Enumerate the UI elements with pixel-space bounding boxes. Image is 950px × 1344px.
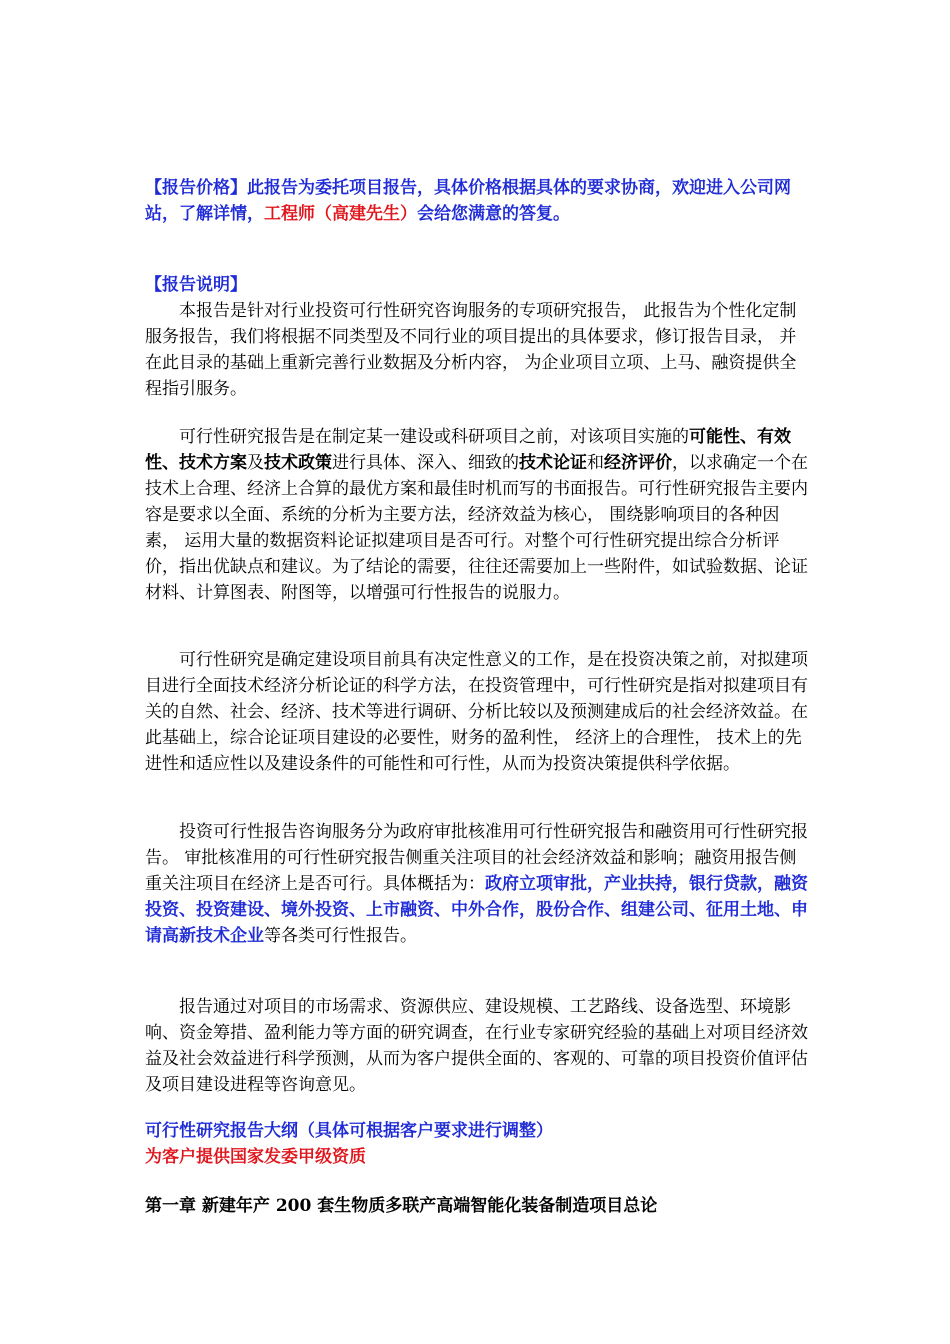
p2-text-2: 及 [247,453,264,473]
p4-service-list: 政府立项审批，产业扶持，银行贷款，融资投资、投资建设、境外投资、上市融资、中外合作，股份合作、组建公司、征用土地、申请高新技术企业 [145,874,808,946]
price-text: 此报告为委托项目报告，具体价格根据具体的要求协商，欢迎进入公司网站，了解详情， [145,178,791,224]
p4-text-1: 投资可行性报告咨询服务分为政府审批核准用可行性研究报告和融资用可行性研究报告。 审批核准用的可行性研究报告侧重关注项目的社会经济效益和影响；融资用报告侧重关注项目在经济上是否可行。具体概括为： [145,822,808,894]
explain-label: 【报告说明】 [145,275,247,295]
price-section [145,175,810,227]
p2-text-4: 和 [587,453,604,473]
price-label: 【报告价格】 [145,178,247,198]
chapter-1-title: 第一章 新建年产 200 套生物质多联产高端智能化装备制造项目总论 [145,1196,658,1216]
paragraph-1-text: 本报告是针对行业投资可行性研究咨询服务的专项研究报告， 此报告为个性化定制服务报告，我们将根据不同类型及不同行业的项目提出的具体要求，修订报告目录， 并在此目录的基础上重新完善行业数据及分析内容， 为企业项目立项、上马、融资提供全程指引服务。 [145,301,797,399]
p2-bold-4: 经济评价 [604,453,672,473]
explain-paragraph-3 [145,647,810,777]
paragraph-5-text: 报告通过对项目的市场需求、资源供应、建设规模、工艺路线、设备选型、环境影响、资金筹措、盈利能力等方面的研究调查，在行业专家研究经验的基础上对项目经济效益及社会效益进行科学预测，从而为客户提供全面的、客观的、可靠的项目投资价值评估及项目建设进程等咨询意见。 [145,997,808,1095]
outline-title: 可行性研究报告大纲（具体可根据客户要求进行调整） [145,1121,553,1141]
explain-paragraph-1 [145,298,810,402]
price-text-end: 会给您满意的答复。 [417,204,570,224]
p2-text-3: 进行具体、深入、细致的 [332,453,519,473]
p2-text-1: 可行性研究报告是在制定某一建设或科研项目之前，对该项目实施的 [179,427,689,447]
explain-paragraph-2 [145,424,810,606]
p2-bold-2: 技术政策 [264,453,332,473]
explain-paragraph-4 [145,819,810,949]
p2-bold-1: 可能性、有效性、技术方案 [145,427,791,473]
qualification-note: 为客户提供国家发委甲级资质 [145,1147,366,1167]
p2-bold-3: 技术论证 [519,453,587,473]
explain-paragraph-5 [145,994,810,1098]
paragraph-3-text: 可行性研究是确定建设项目前具有决定性意义的工作，是在投资决策之前，对拟建项目进行全面技术经济分析论证的科学方法，在投资管理中，可行性研究是指对拟建项目有关的自然、社会、经济、技术等进行调研、分析比较以及预测建成后的社会经济效益。在此基础上，综合论证项目建设的必要性，财务的盈利性， 经济上的合理性， 技术上的先进性和适应性以及建设条件的可能性和可行性，从而为投资决策提供科学依据。 [145,650,808,774]
p4-text-2: 等各类可行性报告。 [264,926,417,946]
engineer-contact: 工程师（高建先生） [264,204,417,224]
p2-text-5: ，以求确定一个在技术上合理、经济上合算的最优方案和最佳时机而写的书面报告。可行性研究报告主要内容是要求以全面、系统的分析为主要方法，经济效益为核心， 围绕影响项目的各种因素， 运用大量的数据资料论证拟建项目是否可行。对整个可行性研究提出综合分析评价，指出优缺点和建议。为了结论的需要，往往还需要加上一些附件，如试验数据、论证材料、计算图表、附图等，以增强可行性报告的说服力。 [145,453,808,603]
